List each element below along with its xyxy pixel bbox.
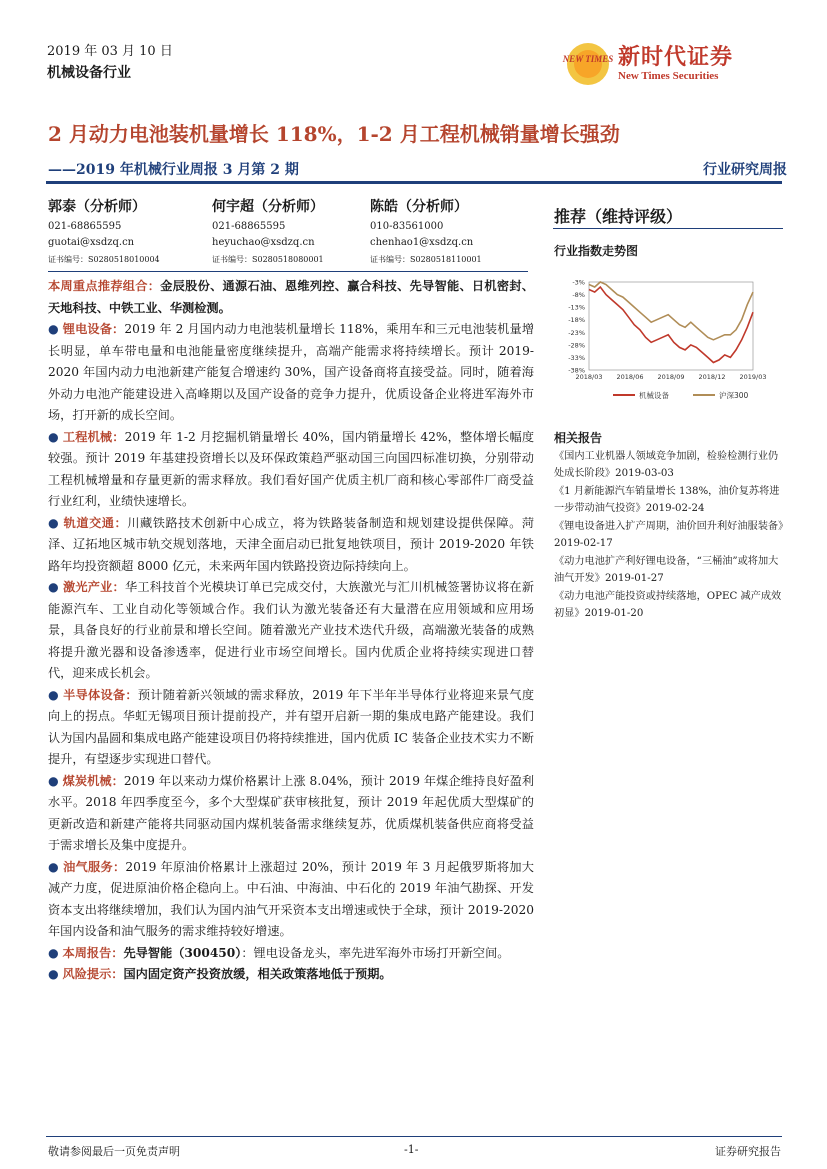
- logo-english-name: New Times Securities: [618, 70, 719, 82]
- weekly-company: 先导智能（300450）: [123, 945, 242, 960]
- related-report-item[interactable]: [554, 484, 786, 517]
- related-report-item[interactable]: [554, 449, 786, 482]
- x-tick-label: 2018/06: [616, 373, 644, 381]
- index-trend-chart: [553, 274, 783, 404]
- series-line-machinery: [589, 287, 753, 363]
- related-report-title: 《动力电池产能投资或持续落地，OPEC 减产成效初显》: [554, 591, 782, 619]
- analyst-phone: 021-68865595: [48, 221, 122, 232]
- section-label: 油气服务：: [63, 859, 126, 874]
- weekly-text: ：锂电设备龙头，率先进军海外市场打开新空间。: [241, 945, 510, 960]
- analyst-name: 郭泰（分析师）: [48, 199, 146, 215]
- section-label: 轨道交通：: [63, 515, 128, 530]
- report-title: 2 月动力电池装机量增长 118%，1-2 月工程机械销量增长强劲: [48, 122, 620, 146]
- analyst-cert: 证书编号：S0280518080001: [212, 255, 324, 264]
- section-paragraph: [48, 771, 534, 857]
- y-tick-label: -3%: [572, 278, 585, 287]
- related-report-date: 2019-01-20: [584, 607, 644, 619]
- chart-title: 行业指数走势图: [554, 244, 639, 258]
- y-tick-label: -28%: [568, 341, 585, 350]
- bullet-icon: ●: [48, 687, 59, 702]
- section-label: 锂电设备：: [62, 322, 125, 336]
- y-tick-label: -23%: [568, 328, 585, 337]
- analyst-name: 何宇超（分析师）: [212, 199, 324, 215]
- main-body: [48, 276, 534, 986]
- related-report-item[interactable]: [554, 519, 789, 552]
- section-text: 川藏铁路技术创新中心成立，将为铁路装备制造和规划建设提供保障。菏泽、辽拓地区城市轨交规划落地，天津全面启动已批复地铁项目，预计 2019-2020 年铁路年均投资额超 8000 亿元，未来两年国内铁路投资边际持续向上。: [48, 515, 535, 573]
- section-label: 激光产业：: [62, 580, 125, 594]
- page-number: -1-: [404, 1143, 419, 1156]
- section-paragraph: [48, 513, 534, 578]
- combo-label: 本周重点推荐组合：: [48, 279, 161, 293]
- risk-label: 风险提示：: [62, 967, 124, 981]
- title-divider: [46, 181, 782, 184]
- section-label: 煤炭机械：: [62, 773, 124, 788]
- legend-label: 机械设备: [639, 391, 669, 400]
- bullet-icon: ●: [48, 967, 59, 981]
- section-paragraph: [48, 427, 534, 513]
- section-text: 2019 年 1-2 月挖掘机销量增长 40%，国内销量增长 42%，整体增长幅度较强。预计 2019 年基建投资增长以及环保政策趋严驱动国三向国四标准切换，分别带动工程机械增量和存量更新的需求释放。我们看好国产优质主机厂商和核心零部件厂商受益行业红利，业绩快速增长。: [48, 429, 535, 508]
- bullet-icon: ●: [48, 580, 59, 594]
- logo-mark: NEW TIMES: [562, 54, 614, 64]
- section-text: 预计随着新兴领域的需求释放，2019 年下半年半导体行业将迎来景气度向上的拐点。华虹无锡项目预计提前投产，并有望开启新一期的集成电路产能建设。我们认为国内晶圆和集成电路产能建设项目仍将持续推进，国内优质 IC 装备企业技术实力不断提升，有望逐步实现进口替代。: [48, 687, 535, 766]
- bullet-icon: ●: [48, 945, 59, 960]
- analyst-cert: 证书编号：S0280518010004: [48, 255, 160, 264]
- analyst-name: 陈皓（分析师）: [370, 199, 468, 215]
- combo-text: 金辰股份、通源石油、恩维列控、赢合科技、先导智能、日机密封、天地科技、中铁工业、华测检测。: [48, 279, 534, 315]
- industry-label: 机械设备行业: [47, 65, 131, 81]
- analyst-cert: 证书编号：S0280518110001: [370, 255, 482, 264]
- x-tick-label: 2018/09: [657, 373, 685, 381]
- analyst-email[interactable]: chenhao1@xsdzq.cn: [370, 237, 474, 248]
- footer-disclaimer: 敬请参阅最后一页免责声明: [48, 1145, 180, 1158]
- section-text: 2019 年 2 月国内动力电池装机量增长 118%，乘用车和三元电池装机量增长明显，单车带电量和电池能量密度继续提升，高端产能需求将持续增长。预计 2019-2020 年国内动力电池新建产能复合增速约 30%，国产设备商将直接受益。同时，随着海外动力电池产能建设进入高峰期以及国产设备的竞争力提升，优质设备企业将进军海外市场，打开新的成长空间。: [48, 322, 535, 422]
- related-report-date: 2019-02-24: [645, 502, 705, 514]
- related-report-item[interactable]: [554, 589, 786, 622]
- x-tick-label: 2018/12: [698, 373, 726, 381]
- related-report-date: 2019-02-17: [554, 537, 613, 549]
- series-line-csi300: [589, 282, 753, 340]
- logo-chinese-name: 新时代证券: [618, 44, 734, 70]
- analyst-divider: [48, 271, 528, 272]
- x-tick-label: 2018/03: [575, 373, 603, 381]
- report-date: 2019 年 03 月 10 日: [47, 44, 173, 59]
- report-type: 行业研究周报: [703, 162, 787, 178]
- bullet-icon: ●: [48, 322, 59, 336]
- related-reports-title: 相关报告: [554, 431, 603, 445]
- related-report-item[interactable]: [554, 554, 786, 587]
- analyst-card: [48, 199, 208, 268]
- analyst-email[interactable]: heyuchao@xsdzq.cn: [212, 237, 315, 248]
- y-tick-label: -38%: [568, 366, 585, 375]
- analyst-phone: 021-68865595: [212, 221, 286, 232]
- related-report-date: 2019-03-03: [615, 467, 674, 479]
- x-tick-label: 2019/03: [739, 373, 767, 381]
- section-paragraph: [48, 857, 534, 943]
- related-report-title: 《国内工业机器人领域竞争加剧，检验检测行业仍处成长阶段》: [554, 451, 779, 479]
- related-report-date: 2019-01-27: [604, 572, 664, 584]
- bullet-icon: ●: [48, 859, 59, 874]
- section-text: 2019 年原油价格累计上涨超过 20%，预计 2019 年 3 月起俄罗斯将加大减产力度，促进原油价格企稳向上。中石油、中海油、中石化的 2019 年油气勘探、开发资本支出将继续增加，我们认为国内油气开采资本支出增速或快于全球，预计 2019-2020 年国内设备和油气服务的需求维持较好增速。: [48, 859, 534, 938]
- y-tick-label: -18%: [568, 316, 585, 325]
- section-label: 半导体设备：: [63, 687, 138, 702]
- bullet-icon: ●: [48, 773, 59, 788]
- section-paragraph: [48, 319, 534, 427]
- analyst-card: [370, 199, 530, 268]
- risk-paragraph: [48, 964, 534, 986]
- footer-divider: [46, 1136, 782, 1137]
- rating-divider: [553, 228, 783, 229]
- weekly-label: 本周报告：: [62, 945, 124, 960]
- related-report-title: 《1 月新能源汽车销量增长 138%，油价复苏将进一步带动油气投资》: [554, 486, 780, 514]
- section-paragraph: [48, 577, 534, 685]
- section-label: 工程机械：: [62, 429, 125, 444]
- report-subtitle: ——2019 年机械行业周报 3 月第 2 期: [48, 162, 299, 178]
- analyst-email[interactable]: guotai@xsdzq.cn: [48, 237, 135, 248]
- bullet-icon: ●: [48, 515, 60, 530]
- bullet-icon: ●: [48, 429, 59, 444]
- rating: 推荐（维持评级）: [554, 207, 683, 226]
- analyst-card: [212, 199, 372, 268]
- section-text: 2019 年以来动力煤价格累计上涨 8.04%，预计 2019 年煤企维持良好盈利水平。2018 年四季度至今，多个大型煤矿获审核批复，预计 2019 年起优质大型煤矿的更新改造和新建产能将共同驱动国内煤机装备需求继续复苏，优质煤机装备供应商将受益于需求增长及集中度提升。: [48, 773, 535, 852]
- y-tick-label: -8%: [572, 291, 585, 300]
- analyst-phone: 010-83561000: [370, 221, 444, 232]
- related-report-title: 《动力电池扩产利好锂电设备，“三桶油”或将加大油气开发》: [554, 556, 779, 584]
- section-text: 华工科技首个光模块订单已完成交付，大族激光与汇川机械签署协议将在新能源汽车、工业自动化等领域合作。我们认为激光装备还有大量潜在应用领域和应用场景，具备良好的行业前景和增长空间。随着激光产业技术迭代升级，高端激光装备的成熟将提升激光器和设备渗透率，促进行业市场空间增长。国内优质企业将持续实现进口替代，迎来成长机会。: [48, 580, 535, 680]
- section-paragraph: [48, 685, 534, 771]
- related-reports-list: [554, 449, 789, 624]
- risk-text: 国内固定资产投资放缓，相关政策落地低于预期。: [123, 967, 392, 981]
- related-report-title: 《锂电设备进入扩产周期，油价回升利好油服装备》: [554, 521, 789, 532]
- weekly-report-paragraph: [48, 943, 534, 965]
- footer-label: 证券研究报告: [715, 1145, 781, 1158]
- y-tick-label: -13%: [568, 303, 585, 312]
- legend-label: 沪深300: [719, 391, 749, 400]
- y-tick-label: -33%: [568, 353, 585, 362]
- combo-paragraph: [48, 276, 534, 319]
